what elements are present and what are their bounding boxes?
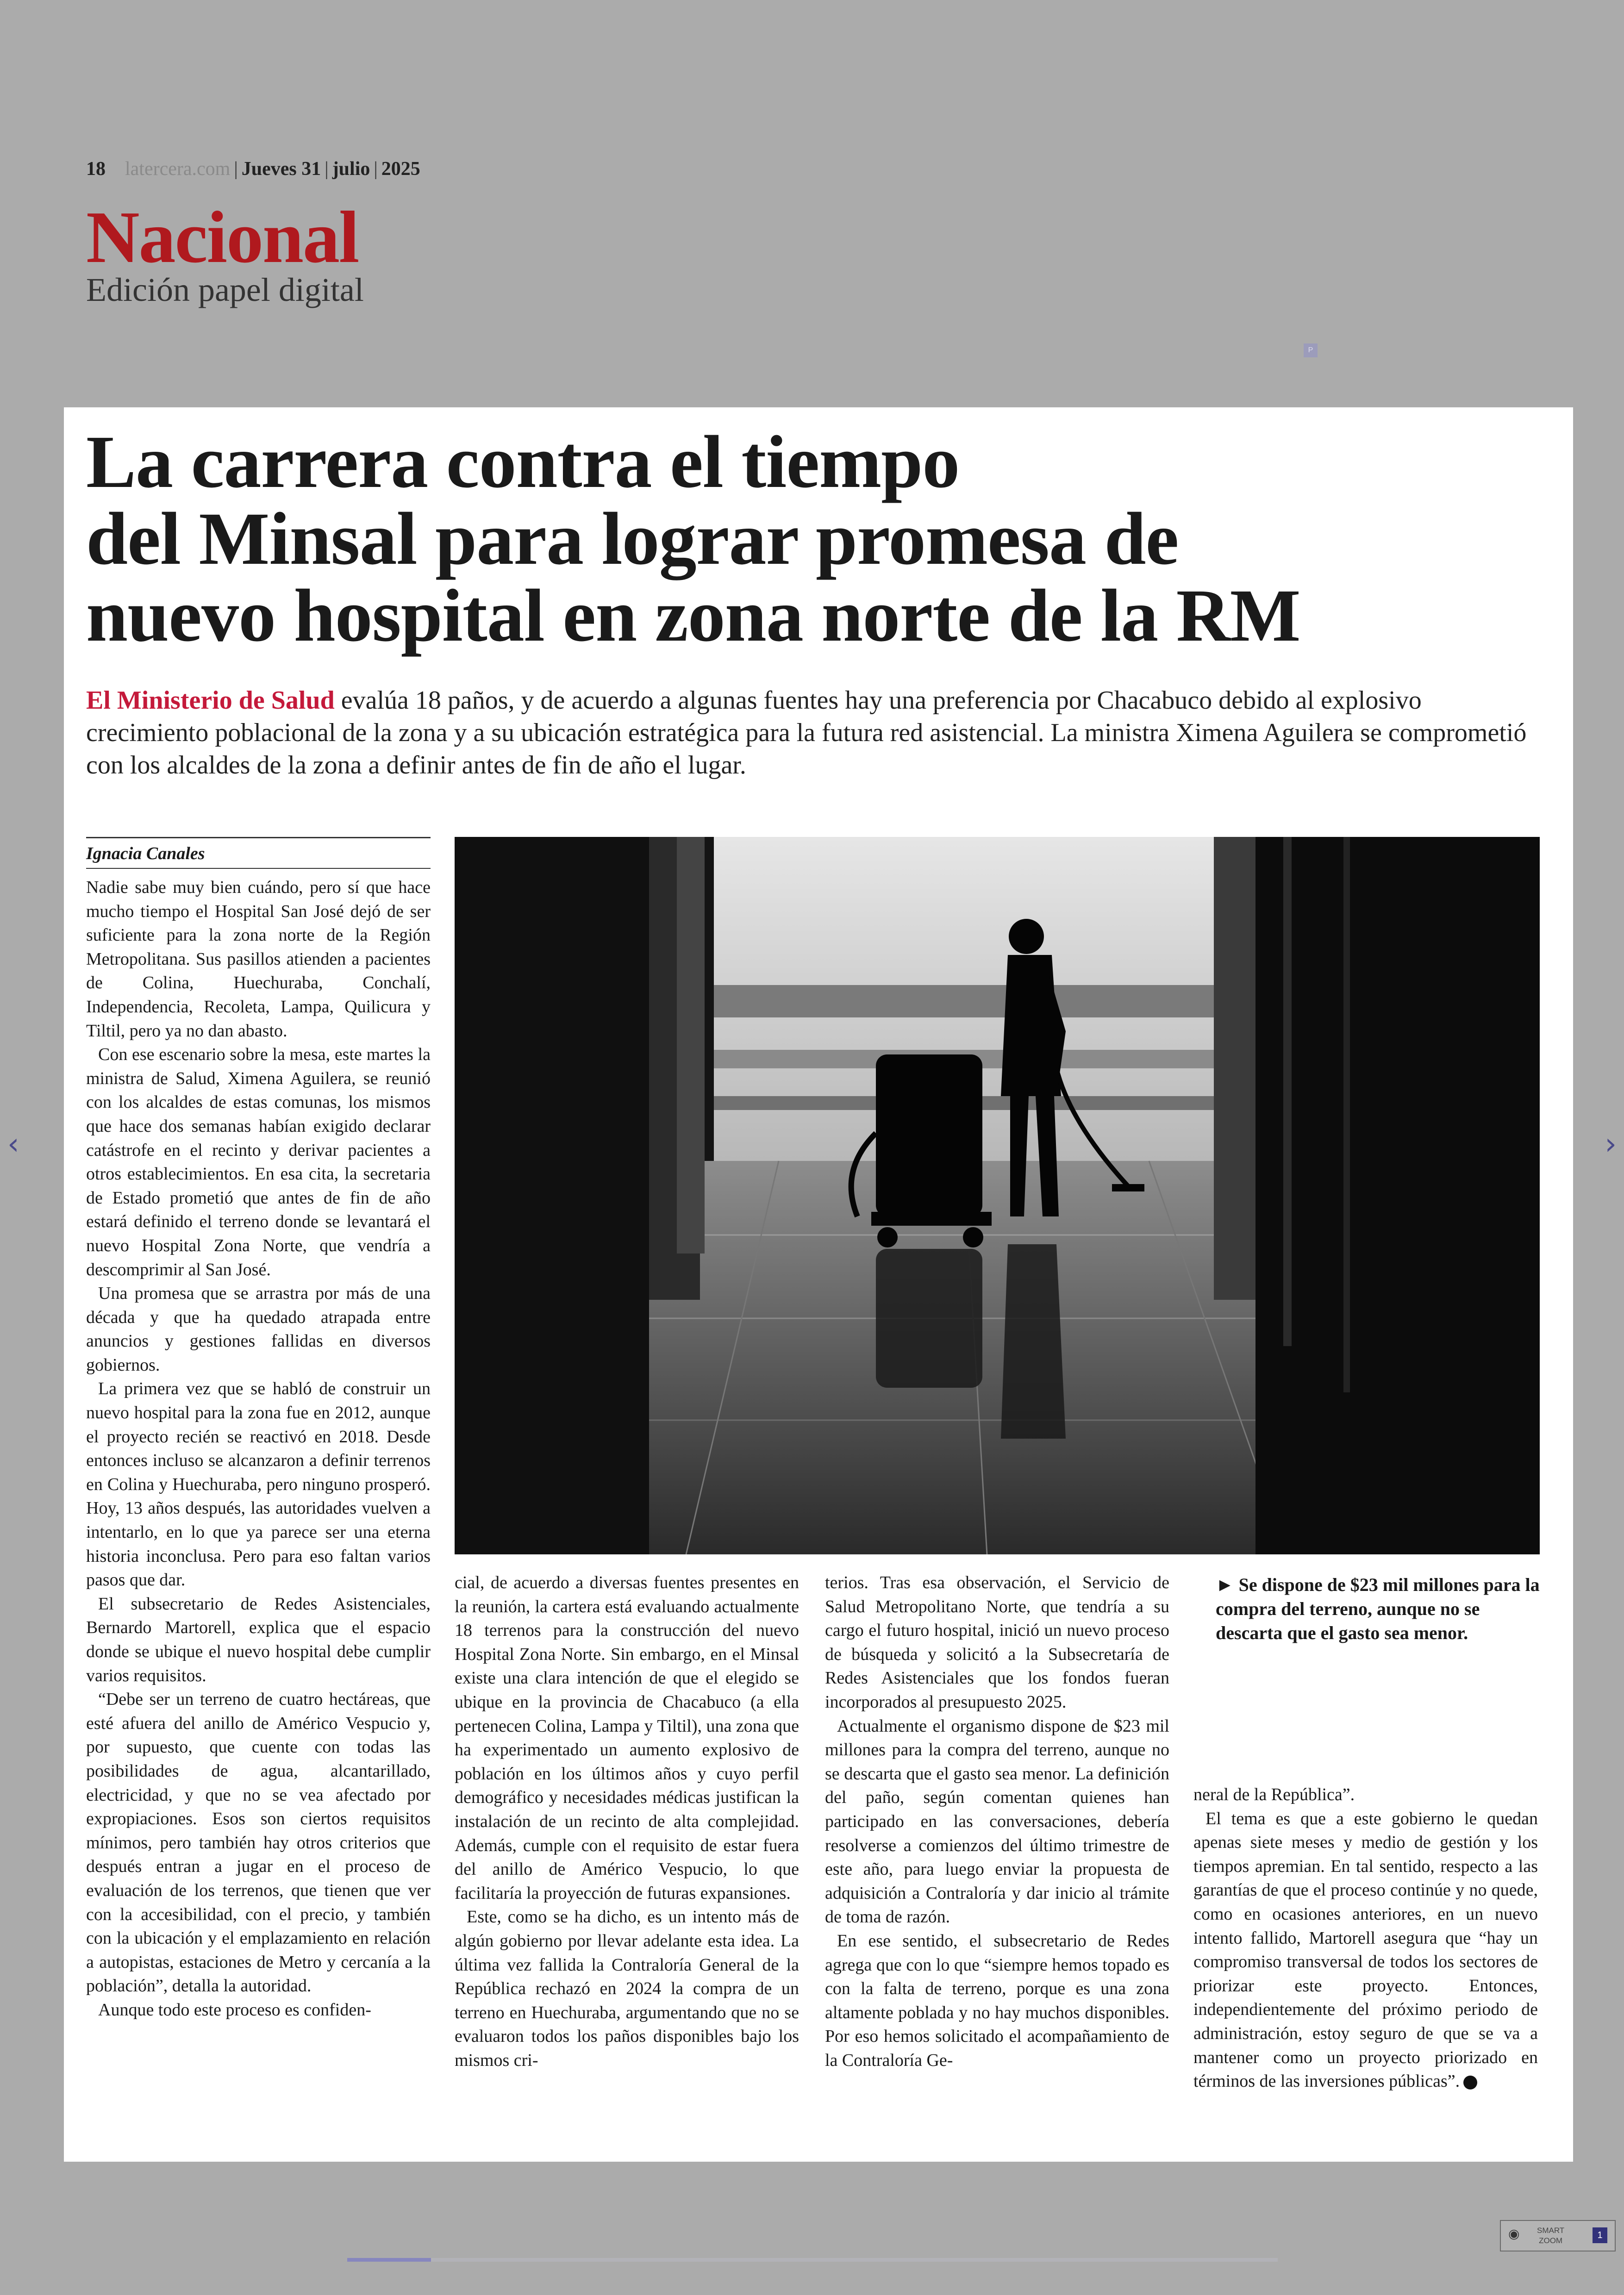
- text-column-4: [1193, 1783, 1538, 2094]
- paragraph: En ese sentido, el subsecretario de Redes agrega que con lo que “siempre hemos topado es con la falta de terreno, porque es una zona altamente poblada y no hay muchos disponibles. Por eso hemos solicitado el acompañamiento de la Contraloría Ge-: [825, 1931, 1169, 2070]
- paragraph: cial, de acuerdo a diversas fuentes presentes en la reunión, la cartera está evaluando actualmente 18 terrenos para la construcción del nuevo Hospital Zona Norte. Sin embargo, en el Minsal existe una clara intención de que el elegido se ubique en la provincia de Chacabuco (a ella pertenecen Colina, Lampa y Tiltil), una zona que ha experimentado un aumento explosivo de población en los últimos años y cuyo perfil demográfico y necesidades médicas justifican la instalación de un recinto de alta complejidad. Además, cumple con el requisito de estar fuera del anillo de Américo Vespucio, lo que facilitaría la proyección de futuras expansiones.: [455, 1573, 799, 1903]
- page-header: [86, 159, 420, 179]
- photo-hospital-corridor-cleaner: [455, 837, 1540, 1554]
- text-column-2: [455, 1571, 799, 2072]
- page-meta-line: 18 latercera.com | Jueves 31 | julio | 2025: [86, 158, 420, 180]
- site-name: latercera.com: [125, 158, 231, 180]
- paragraph: Este, como se ha dicho, es un intento más de algún gobierno por llevar adelante esta idea. La última vez fallida la Contraloría General de la República rechazó en 2024 la compra de un terreno en Huechuraba, argumentando que no se evaluaron todos los paños disponibles bajo los mismos cri-: [455, 1907, 799, 2070]
- article-page: [64, 407, 1573, 2162]
- headline-line: La carrera contra el tiempo: [86, 421, 960, 504]
- page-number: 18: [86, 158, 106, 180]
- smart-zoom-count-badge: 1: [1593, 2227, 1607, 2243]
- page-progress-bar[interactable]: [347, 2258, 1278, 2262]
- paragraph: Aunque todo este proceso es confiden-: [98, 2000, 371, 2020]
- ad-marker[interactable]: P: [1304, 343, 1318, 357]
- paragraph: Con ese escenario sobre la mesa, este martes la ministra de Salud, Ximena Aguilera, se reunió con los alcaldes de estas comunas, los mismos que hace dos semanas habían exigido declarar catástrofe en el recinto y derivar pacientes a otros establecimientos. En esa cita, la secretaria de Estado prometió que antes de fin de año estará definido el terreno donde se levantará el nuevo Hospital Zona Norte, que vendría a descomprimir al San José.: [86, 1045, 431, 1279]
- date-day: Jueves 31: [241, 158, 321, 180]
- smart-zoom-label: SMART ZOOM: [1537, 2226, 1565, 2245]
- paragraph: Actualmente el organismo dispone de $23 mil millones para la compra del terreno, aunque no se descarta que el gasto sea menor. La definición del paño, según comentan quienes han participado en las conversaciones, debería resolverse a comienzos del último trimestre de este año, para luego enviar la propuesta de adquisición a Contraloría y dar inicio al trámite de toma de razón.: [825, 1716, 1169, 1927]
- paragraph: [1193, 1807, 1538, 2094]
- photo-caption: ► Se dispone de $23 mil millones para la compra del terreno, aunque no se descarta que el gasto sea menor.: [1216, 1574, 1540, 1643]
- paragraph: Una promesa que se arrastra por más de una década y que ha quedado atrapada entre anuncios y gestiones fallidas en diversos gobiernos.: [86, 1284, 431, 1375]
- page-progress-fill: [347, 2258, 431, 2262]
- paragraph: neral de la República”.: [1193, 1785, 1355, 1804]
- lead-label: El Ministerio de Salud: [86, 686, 335, 715]
- date-month: julio: [332, 158, 370, 180]
- edition-subtitle: Edición papel digital: [86, 271, 364, 308]
- headline-line: nuevo hospital en zona norte de la RM: [86, 574, 1300, 657]
- paragraph: El subsecretario de Redes Asistenciales, Bernardo Martorell, explica que el espacio donde se ubique el nuevo hospital debe cumplir varios requisitos.: [86, 1594, 431, 1685]
- eye-icon: ◉: [1508, 2226, 1520, 2241]
- text-column-1: [86, 876, 431, 2022]
- paragraph: Nadie sabe muy bien cuándo, pero sí que hace mucho tiempo el Hospital San José dejó de ser suficiente para la zona norte de la Región Metropolitana. Sus pasillos atienden a pacientes de Colina, Huechuraba, Conchalí, Independencia, Recoleta, Lampa, Quilicura y Tiltil, pero ya no dan abasto.: [86, 878, 431, 1041]
- prev-arrow-icon[interactable]: ‹: [7, 1127, 19, 1161]
- article-headline: [86, 421, 1521, 657]
- headline-line: del Minsal para lograr promesa de: [86, 498, 1179, 580]
- smart-zoom-button[interactable]: [1500, 2220, 1616, 2251]
- date-year: 2025: [381, 158, 420, 180]
- end-of-article-icon: [1463, 2076, 1477, 2089]
- next-arrow-icon[interactable]: ›: [1605, 1127, 1617, 1161]
- section-title: Nacional: [86, 196, 359, 278]
- text-column-3: [825, 1571, 1169, 2072]
- paragraph: La primera vez que se habló de construir un nuevo hospital para la zona fue en 2012, aunque el proyecto recién se reactivó en 2018. Desde entonces incluso se alcanzaron a definir terrenos en Colina y Huechuraba, pero ninguno prosperó. Hoy, 13 años después, las autoridades vuelven a intentarlo, en lo que ya parece ser una eterna historia inconclusa. Pero para eso faltan varios pasos que dar.: [86, 1379, 431, 1590]
- byline: Ignacia Canales: [86, 837, 431, 869]
- final-paragraph-text: El tema es que a este gobierno le quedan apenas siete meses y medio de gestión y los tiempos apremian. En tal sentido, respecto a las garantías de que el proceso continúe y no quede, como en ocasiones anteriores, en un nuevo intento fallido, Martorell asegura que “hay un compromiso transversal de todos los sectores de priorizar este proyecto. Entonces, independientemente del próximo periodo de administración, estoy seguro de que se va a mantener como un proyecto priorizado en términos de las inversiones públicas”.: [1193, 1809, 1538, 2091]
- article-lead: [86, 684, 1530, 781]
- paragraph: “Debe ser un terreno de cuatro hectáreas, que esté afuera del anillo de Américo Vespucio y, por supuesto, que cuente con todas las posibilidades de agua, alcantarillado, electricidad, y que no se vea afectado por expropiaciones. Esos son ciertos requisitos mínimos, pero también hay otros criterios que después entran a jugar en el proceso de evaluación de los terrenos, que tienen que ver con la accesibilidad, con el precio, y también con la ubicación y el emplazamiento en relación a autopistas, estaciones de Metro y cercanía a la población”, detalla la autoridad.: [86, 1690, 431, 1996]
- paragraph: terios. Tras esa observación, el Servicio de Salud Metropolitano Norte, que tendría a su cargo el futuro hospital, inició un nuevo proceso de búsqueda y solicitó a la Subsecretaría de Redes Asistenciales que los fondos fueran incorporados al presupuesto 2025.: [825, 1573, 1169, 1712]
- article-photo: [455, 837, 1540, 1554]
- lead-text: evalúa 18 paños, y de acuerdo a algunas fuentes hay una preferencia por Chacabuco debido al explosivo crecimiento poblacional de la zona y a su ubicación estratégica para la futura red asistencial. La ministra Ximena Aguilera se comprometió con los alcaldes de la zona a definir antes de fin de año el lugar.: [86, 686, 1527, 780]
